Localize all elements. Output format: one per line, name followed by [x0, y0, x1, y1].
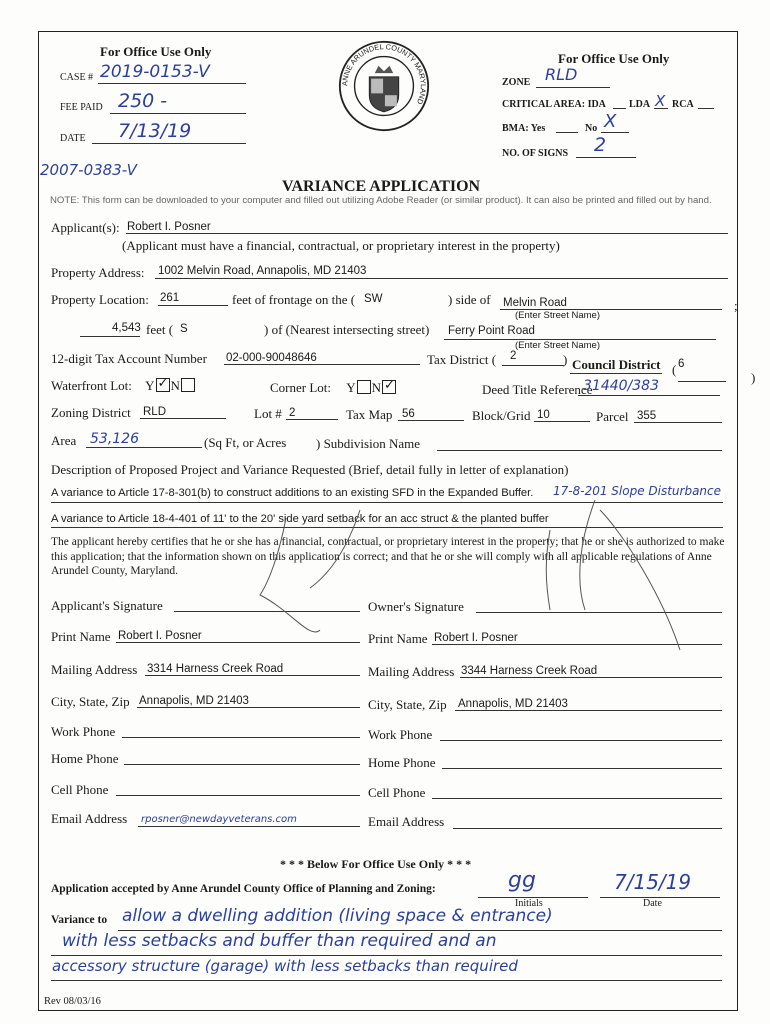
deed-title-label: Deed Title Reference: [482, 382, 593, 397]
street-value[interactable]: Melvin Road: [503, 297, 567, 309]
page-title: VARIANCE APPLICATION: [282, 178, 481, 195]
cell-phone-label-right: Cell Phone: [368, 785, 426, 800]
case-label: CASE #: [60, 72, 94, 83]
svg-text:ANNE ARUNDEL COUNTY MARYLAND: ANNE ARUNDEL COUNTY MARYLAND: [340, 42, 428, 106]
form-note: NOTE: This form can be downloaded to your computer and filled out utilizing Adobe Reader (or similar product). It can also be printed and filled out by hand.: [50, 195, 712, 206]
signs-value[interactable]: 2: [594, 134, 607, 156]
description-line-2[interactable]: A variance to Article 18-4-401 of 11' to the 20' side yard setback for an acc struct & the planted buffer: [51, 513, 549, 525]
home-phone-label-left: Home Phone: [51, 751, 119, 766]
variance-line-3[interactable]: accessory structure (garage) with less setbacks than required: [52, 957, 518, 975]
zone-label: ZONE: [502, 77, 531, 88]
applicant-value[interactable]: Robert I. Posner: [127, 221, 211, 233]
date-value[interactable]: 7/13/19: [118, 120, 192, 142]
date-label: DATE: [60, 133, 86, 144]
revision-date: Rev 08/03/16: [44, 996, 101, 1007]
subdivision-label: ) Subdivision Name: [316, 436, 420, 451]
critical-area-label: CRITICAL AREA: IDA: [502, 99, 606, 110]
tax-account-label: 12-digit Tax Account Number: [51, 351, 207, 366]
property-address-value[interactable]: 1002 Melvin Road, Annapolis, MD 21403: [158, 265, 367, 277]
frontage-value[interactable]: 261: [160, 292, 180, 304]
feet-label: feet (: [146, 322, 174, 337]
tax-district-close: ): [563, 352, 568, 367]
home-phone-label-right: Home Phone: [368, 755, 436, 770]
print-name-label-left: Print Name: [51, 629, 111, 644]
council-district-close: ): [751, 370, 756, 385]
deed-title-value[interactable]: 31440/383: [583, 378, 659, 394]
lot-value[interactable]: 2: [289, 407, 296, 419]
tax-map-label: Tax Map: [346, 407, 393, 422]
accepted-date-value[interactable]: 7/15/19: [614, 870, 692, 894]
nearest-street-value[interactable]: Ferry Point Road: [448, 325, 535, 337]
nearest-street-label: ) of (Nearest intersecting street): [264, 322, 430, 337]
council-district-value[interactable]: 6: [678, 358, 685, 370]
bma-no-label: No: [585, 123, 598, 134]
zone-value[interactable]: RLD: [545, 65, 578, 84]
city-label-right: City, State, Zip: [368, 697, 447, 712]
mailing-label-right: Mailing Address: [368, 664, 455, 679]
fee-value[interactable]: 250 -: [118, 90, 168, 112]
print-name-label-right: Print Name: [368, 631, 428, 646]
email-label-right: Email Address: [368, 814, 445, 829]
council-district-open: (: [672, 362, 677, 377]
side-of-label: ) side of: [448, 292, 491, 307]
feet-value[interactable]: 4,543: [112, 322, 141, 334]
description-line-1-handwritten[interactable]: 17-8-201 Slope Disturbance: [553, 484, 722, 498]
initials-label: Initials: [515, 898, 543, 909]
corner-yes-checkbox[interactable]: [357, 380, 371, 394]
certification-text: The applicant hereby certifies that he or she has a financial, contractual, or proprietary interest in the property; that he or she is authorized to make this application; that the information shown on this application is correct; and that he or she will comply with all applicable regulations of Anne Arundel County, Maryland.: [51, 536, 725, 577]
office-right-title: For Office Use Only: [558, 51, 670, 66]
city-label-left: City, State, Zip: [51, 694, 130, 709]
owner-signature-label: Owner's Signature: [368, 599, 464, 614]
zoning-district-label: Zoning District: [51, 405, 131, 420]
sqft-label: (Sq Ft, or Acres: [204, 435, 287, 450]
applicant-label: Applicant(s):: [51, 220, 120, 235]
print-name-value-left[interactable]: Robert I. Posner: [118, 630, 202, 642]
feet-direction[interactable]: S: [180, 323, 188, 335]
cell-phone-label-left: Cell Phone: [51, 782, 109, 797]
zoning-district-value[interactable]: RLD: [143, 406, 167, 418]
area-value[interactable]: 53,126: [90, 431, 139, 447]
description-line-1[interactable]: A variance to Article 17-8-301(b) to construct additions to an existing SFD in the Expanded Buffer.: [51, 487, 534, 499]
parcel-label: Parcel: [596, 409, 629, 424]
waterfront-no-checkbox[interactable]: [181, 378, 195, 392]
waterfront-lot: Waterfront Lot: Y✓ N: [51, 378, 196, 394]
lot-label: Lot #: [254, 406, 282, 421]
frontage-direction[interactable]: SW: [364, 293, 383, 305]
council-district-label: Council District: [572, 357, 661, 372]
signature-scribble: [200, 470, 720, 670]
corner-lot: Corner Lot: Y N✓: [270, 380, 397, 396]
block-grid-value[interactable]: 10: [537, 409, 550, 421]
waterfront-yes-checkbox[interactable]: [156, 378, 170, 392]
area-label: Area: [51, 433, 77, 448]
county-seal-icon: [338, 40, 430, 132]
email-value[interactable]: rposner@newdayveterans.com: [141, 814, 297, 825]
property-location-label: Property Location:: [51, 292, 149, 307]
city-value-right[interactable]: Annapolis, MD 21403: [458, 698, 568, 710]
office-left-title: For Office Use Only: [100, 44, 212, 59]
tax-district-label: Tax District (: [427, 352, 497, 367]
rca-label: RCA: [672, 99, 694, 110]
variance-to-label: Variance to: [51, 914, 108, 926]
variance-line-1[interactable]: allow a dwelling addition (living space & entrance): [122, 906, 553, 926]
prior-case-number: 2007-0383-V: [40, 161, 137, 179]
enter-street-hint-1: (Enter Street Name): [515, 310, 600, 321]
lda-label: LDA: [629, 99, 651, 110]
property-address-label: Property Address:: [51, 265, 145, 280]
mailing-value-left[interactable]: 3314 Harness Creek Road: [147, 663, 284, 675]
case-value[interactable]: 2019-0153-V: [100, 62, 210, 82]
parcel-value[interactable]: 355: [637, 410, 657, 422]
block-grid-label: Block/Grid: [472, 408, 531, 423]
tax-map-value[interactable]: 56: [402, 408, 415, 420]
tax-district-value[interactable]: 2: [510, 350, 517, 362]
mailing-value-right[interactable]: 3344 Harness Creek Road: [461, 665, 598, 677]
signs-label: NO. OF SIGNS: [502, 148, 569, 159]
applicant-signature-label: Applicant's Signature: [51, 598, 163, 613]
accepted-date-label: Date: [643, 898, 662, 909]
city-value-left[interactable]: Annapolis, MD 21403: [139, 695, 249, 707]
work-phone-label-right: Work Phone: [368, 727, 433, 742]
fee-label: FEE PAID: [60, 102, 103, 113]
accepted-label: Application accepted by Anne Arundel County Office of Planning and Zoning:: [51, 883, 436, 895]
description-label: Description of Proposed Project and Variance Requested (Brief, detail fully in letter of explanation): [51, 462, 569, 477]
frontage-label: feet of frontage on the (: [232, 292, 356, 307]
enter-street-hint-2: (Enter Street Name): [515, 340, 600, 351]
applicant-hint: (Applicant must have a financial, contractual, or proprietary interest in the property): [122, 238, 560, 253]
print-name-value-right[interactable]: Robert I. Posner: [434, 632, 518, 644]
semicolon: ;: [734, 298, 738, 313]
mailing-label-left: Mailing Address: [51, 662, 138, 677]
lda-mark[interactable]: X: [655, 92, 666, 110]
bma-no-mark[interactable]: X: [604, 111, 617, 132]
office-below-heading: * * * Below For Office Use Only * * *: [280, 857, 472, 871]
work-phone-label-left: Work Phone: [51, 724, 116, 739]
corner-no-checkbox[interactable]: [382, 380, 396, 394]
variance-line-2[interactable]: with less setbacks and buffer than required and an: [62, 931, 497, 951]
bma-label: BMA: Yes: [502, 123, 546, 134]
initials-value[interactable]: gg: [508, 868, 536, 893]
email-label-left: Email Address: [51, 811, 128, 826]
tax-account-value[interactable]: 02-000-90048646: [226, 352, 317, 364]
